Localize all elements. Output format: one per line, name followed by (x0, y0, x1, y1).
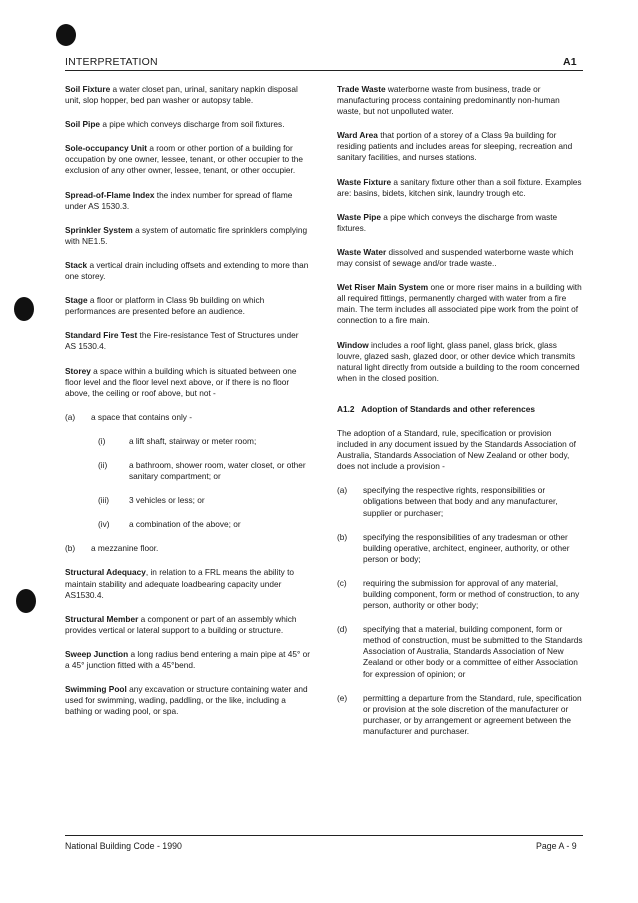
definition-text: a pipe which conveys discharge from soil fixtures. (100, 119, 285, 130)
sub-item-text: a bathroom, shower room, water closet, or other sanitary compartment; or (129, 459, 306, 482)
item-text: specifying the responsibilities of any tradesman or other building operative, architect, engineer, authority, or other person or body; (363, 531, 570, 564)
definition-term: Wet Riser Main System (337, 282, 429, 293)
item-label: (d) (337, 624, 348, 635)
sub-list-item (98, 460, 310, 482)
definition-text: waterborne waste from business, trade or manufacturing process containing predominantly non-human waste, but not unpolluted water. (337, 84, 560, 117)
definition-text: a space within a building which is situated between one floor level and the floor level next above, or if there is no floor above, the ceiling or roof above, but not - (65, 365, 297, 398)
footer-title: National Building Code - 1990 (65, 841, 182, 851)
definition-term: Structural Adequacy (65, 567, 146, 578)
definition-entry (337, 177, 583, 199)
definition-text: a vertical drain including offsets and extending to more than one storey. (65, 259, 309, 282)
header-code: A1 (563, 56, 577, 68)
definition-term: Swimming Pool (65, 684, 127, 695)
item-label: (e) (337, 692, 348, 703)
sub-item-label: (iii) (98, 495, 110, 506)
definition-text: a pipe which conveys the discharge from waste fixtures. (337, 211, 558, 233)
definition-entry (337, 282, 583, 326)
definition-text: a component or part of an assembly which provides vertical or lateral support to a building or structure. (65, 613, 297, 635)
definition-text: the index number for spread of flame under AS 1530.3. (65, 189, 293, 211)
footer-rule (65, 835, 583, 836)
item-text: requiring the submission for approval of any material, building component, form or method of construction, to any person, authority or other body; (363, 577, 580, 611)
definition-entry (337, 84, 583, 117)
definition-text: any excavation or structure containing water and used for swimming, wading, paddling, or the like, including a bathing or wading pool, or spa. (65, 684, 308, 717)
definition-list-bottom (65, 567, 310, 717)
item-text: specifying the respective rights, responsibilities or obligations between that body and any manufacturer, supplier or purchaser; (363, 485, 558, 518)
definition-term: Waste Fixture (337, 176, 392, 187)
definition-entry (337, 247, 583, 269)
definition-entry (65, 84, 310, 106)
definition-term: Structural Member (65, 613, 139, 624)
sub-item-text: 3 vehicles or less; or (129, 495, 205, 506)
punch-hole-middle (14, 297, 34, 321)
definition-text: a system of automatic fire sprinklers complying with NE1.5. (65, 224, 308, 246)
punch-hole-top (56, 24, 76, 46)
sub-list-item (98, 436, 310, 447)
item-text: a mezzanine floor. (91, 543, 159, 554)
item-label: (c) (337, 577, 347, 588)
item-label: (a) (65, 411, 76, 422)
definition-text: dissolved and suspended waterborne waste which may consist of sewage and/or trade waste.. (337, 246, 574, 269)
definition-term: Sole-occupancy Unit (65, 143, 148, 154)
sub-list-item (98, 519, 310, 530)
definition-term: Sweep Junction (65, 648, 129, 659)
definition-text: a floor or platform in Class 9b building on which performances are presented before an audience. (65, 295, 265, 317)
definition-entry (65, 225, 310, 247)
storey-exclusions (65, 412, 310, 555)
definition-term: Spread-of-Flame Index (65, 189, 155, 200)
item-text: permitting a departure from the Standard, rule, specification or provision at the sole discretion of the manufacturer or purchaser, or by arrangement or agreement between the manufacturer and purchaser. (363, 692, 582, 736)
list-item (337, 485, 583, 518)
header-title: INTERPRETATION (65, 56, 158, 68)
sub-list-item (98, 495, 310, 506)
item-label: (a) (337, 485, 348, 496)
definition-term: Waste Pipe (337, 211, 381, 222)
section-intro: The adoption of a Standard, rule, specification or provision included in any document issued by the Standards Association of Australia, Standards Association of New Zealand or other body, does not include a provision - (337, 427, 576, 472)
definition-entry (65, 119, 310, 130)
definition-text: a long radius bend entering a main pipe at 45° or a 45° junction fitted with a 45°bend. (65, 648, 310, 670)
section-heading: A1.2 Adoption of Standards and other references (337, 403, 535, 414)
list-item (337, 578, 583, 611)
provision-list (337, 485, 583, 737)
item-text: a space that contains only - (91, 411, 193, 422)
definition-term: Waste Water (337, 246, 387, 257)
definition-text: includes a roof light, glass panel, glass brick, glass louvre, glazed sash, glazed door, or other device which transmits natural light directly from outside a building to the room concerned when in the closed position. (337, 339, 580, 383)
definition-entry (65, 143, 310, 176)
definition-term: Storey (65, 365, 91, 376)
sub-item-label: (i) (98, 435, 106, 446)
definition-text: , in relation to a FRL means the ability to maintain stability and adequate loadbearing capacity under AS1530.4. (65, 567, 295, 600)
definition-entry (65, 684, 310, 717)
definition-entry (65, 567, 310, 600)
definition-term: Stack (65, 259, 88, 270)
right-column (337, 84, 583, 750)
definition-entry (337, 340, 583, 384)
definition-text: the Fire-resistance Test of Structures under AS 1530.4. (65, 330, 299, 352)
sub-item-text: a lift shaft, stairway or meter room; (129, 435, 257, 446)
definition-entry (65, 649, 310, 671)
list-item (337, 624, 583, 679)
definition-term: Soil Pipe (65, 119, 101, 130)
definition-text: one or more riser mains in a building with all required fittings, permanently charged with water from a fire main. The term includes all associated pipe work from the point of connection to a fire main. (337, 282, 582, 326)
definition-entry (65, 295, 310, 317)
item-label: (b) (65, 543, 76, 554)
definition-entry (65, 260, 310, 282)
definition-list-top (65, 84, 310, 399)
definition-term: Sprinkler System (65, 224, 133, 235)
definition-entry (65, 366, 310, 399)
definition-term: Standard Fire Test (65, 330, 138, 341)
sub-item-label: (iv) (98, 519, 110, 530)
definition-entry (65, 614, 310, 636)
list-item (337, 532, 583, 565)
definition-text: that portion of a storey of a Class 9a building for residing patients and includes areas for sleeping, recreation and sanitary facilities, and nurses stations. (337, 130, 573, 163)
list-item (65, 543, 310, 554)
definition-entry (65, 330, 310, 352)
definition-entry (337, 212, 583, 234)
definition-text: a water closet pan, urinal, sanitary napkin disposal unit, slop hopper, bed pan washer or autopsy table. (65, 84, 298, 106)
page-number: Page A - 9 (536, 841, 577, 851)
definition-entry (337, 130, 583, 163)
left-column (65, 84, 310, 730)
definition-term: Trade Waste (337, 84, 386, 94)
definition-term: Stage (65, 295, 88, 306)
definition-term: Ward Area (337, 130, 378, 141)
definition-term: Soil Fixture (65, 84, 111, 94)
item-label: (b) (337, 531, 348, 542)
definition-text: a room or other portion of a building for occupation by one owner, lessee, tenant, or other occupier to the exclusion of any other owner, lessee, tenant, or other occupier. (65, 143, 303, 176)
list-item (337, 693, 583, 737)
definition-text: a sanitary fixture other than a soil fixture. Examples are: basins, bidets, kitchen sink, laundry trough etc. (337, 176, 582, 198)
definition-term: Window (337, 339, 369, 350)
definition-entry (65, 190, 310, 212)
header-rule (65, 70, 583, 71)
sub-item-label: (ii) (98, 459, 108, 470)
sub-item-text: a combination of the above; or (129, 519, 241, 530)
list-item (65, 412, 310, 423)
punch-hole-bottom (16, 589, 36, 613)
item-text: specifying that a material, building component, form or method of construction, must be submitted to the Standards Association of Australia, Standards Association of New Zealand or other body or a committee of either Association for expression of opinion; or (363, 624, 583, 679)
